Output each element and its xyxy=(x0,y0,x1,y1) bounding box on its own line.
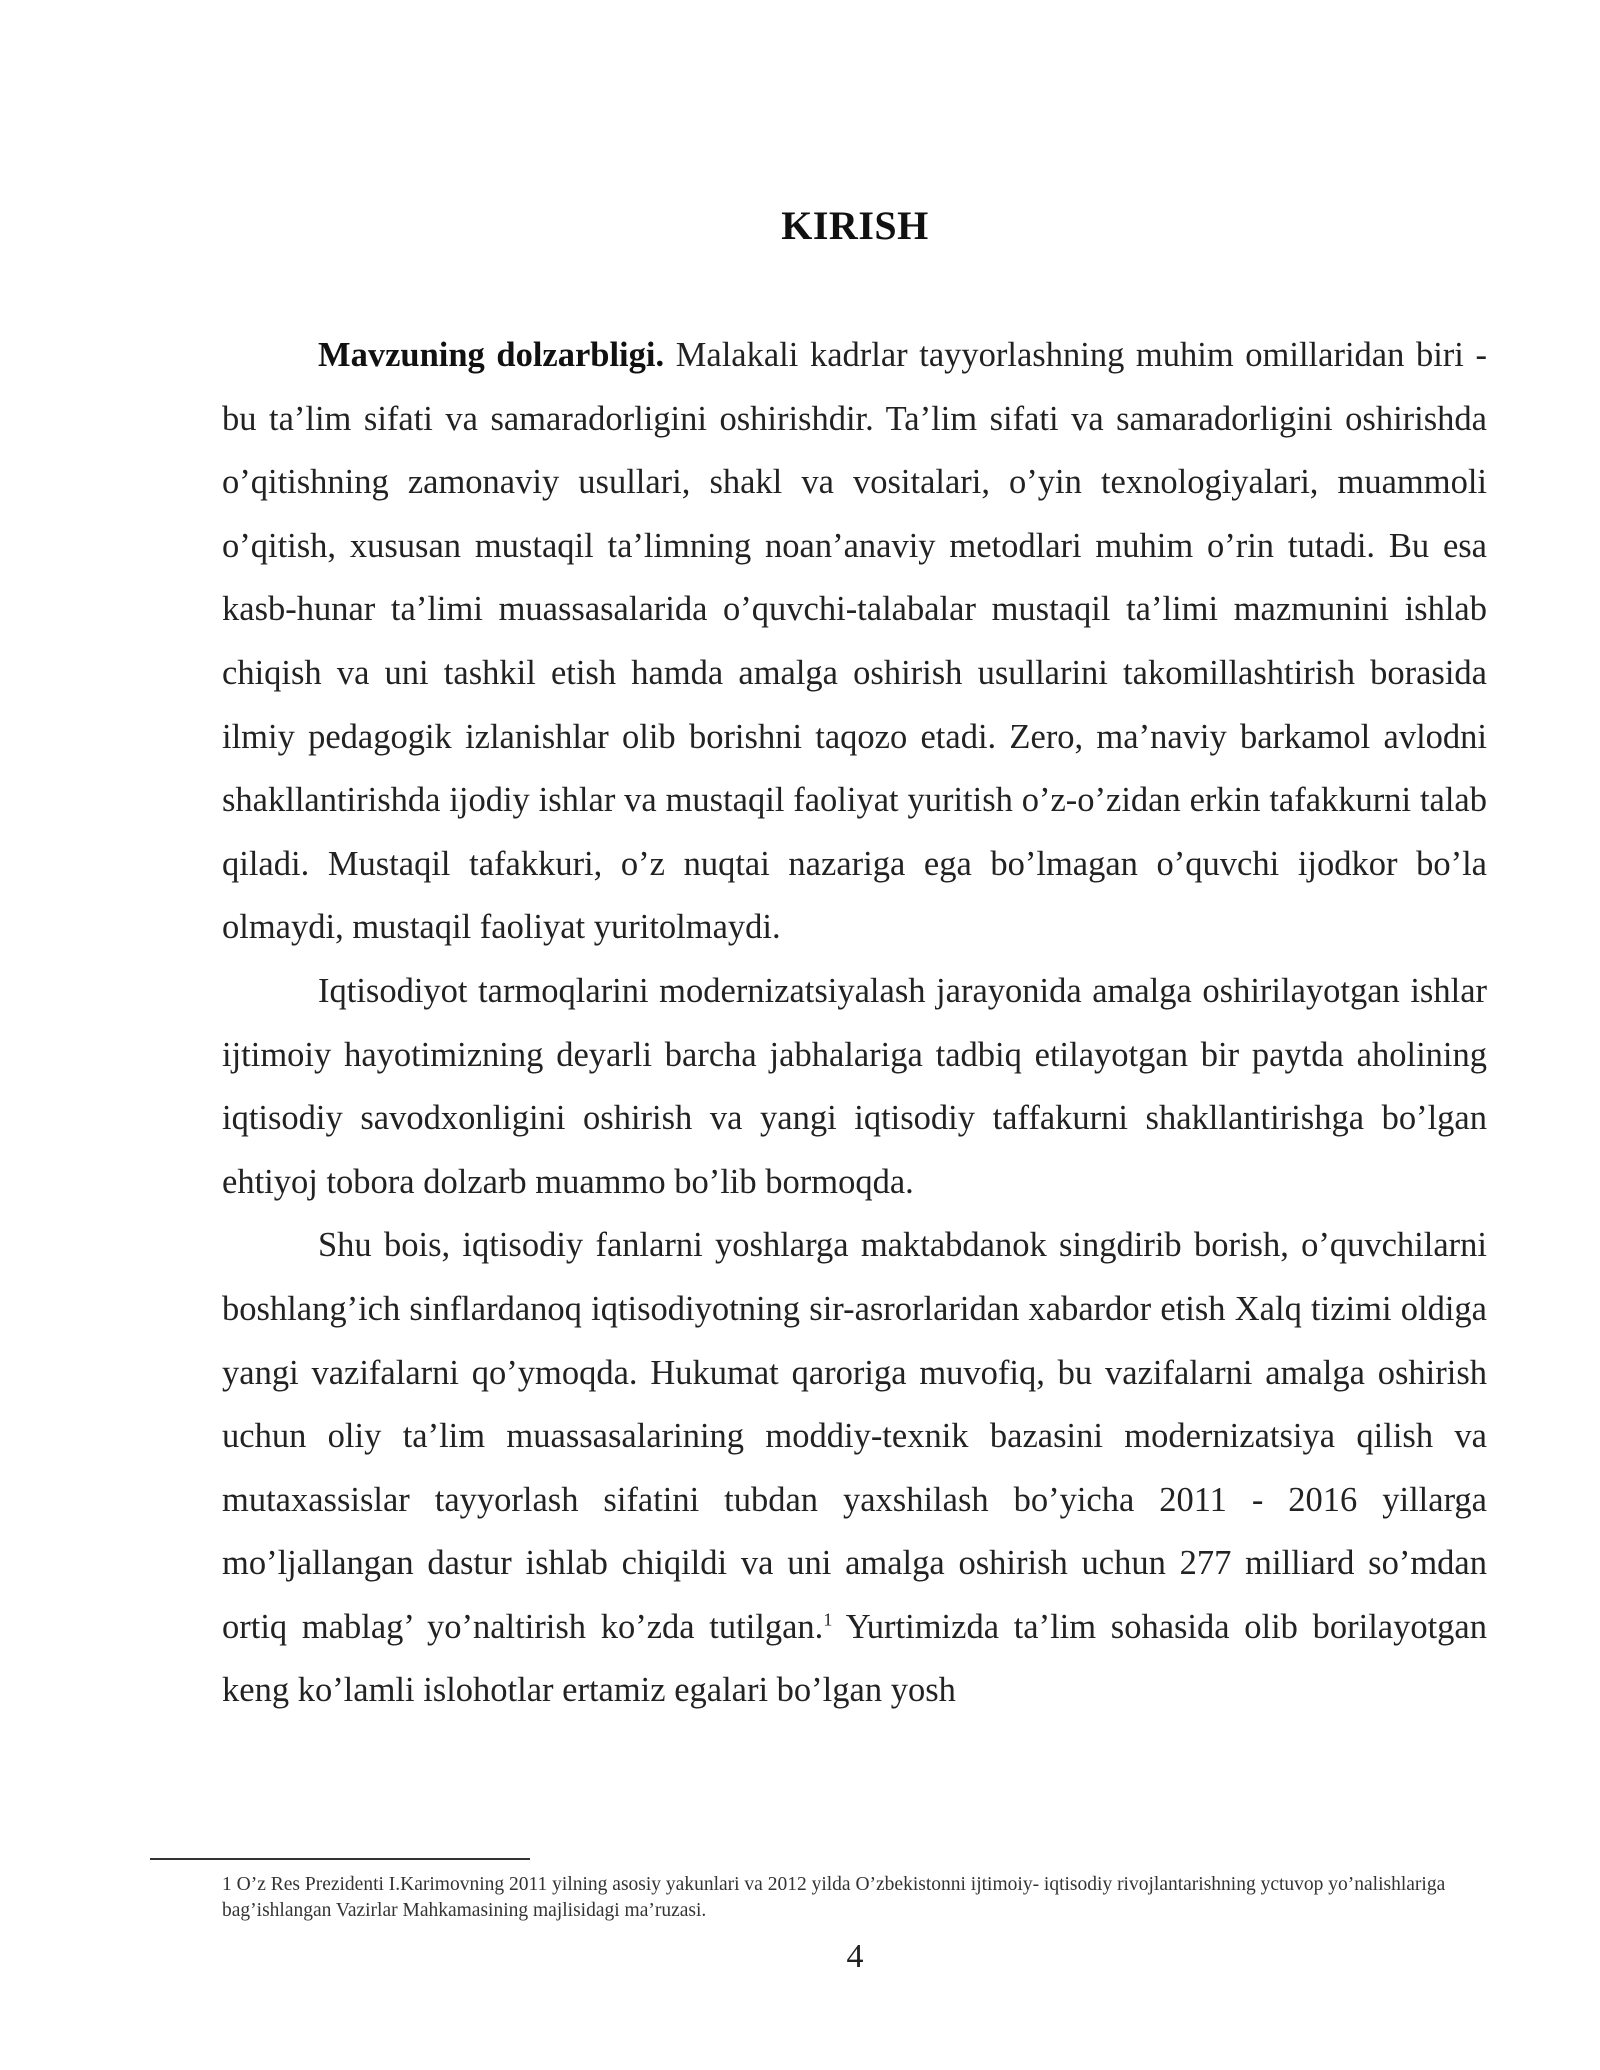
footnote-reference[interactable]: 1 xyxy=(823,1609,833,1630)
paragraph-relevance xyxy=(222,324,1487,960)
paragraph-lead-bold: Mavzuning dolzarbligi. xyxy=(318,336,665,374)
footnote-separator xyxy=(150,1858,530,1860)
paragraph-text: Iqtisodiyot tarmoqlarini modernizatsiyalash jarayonida amalga oshirilayotgan ishlar ijtimoiy hayotimizning deyarli barcha jabhalariga tadbiq etilayotgan bir paytda aholining iqtisodiy savodxonligini oshirish va yangi iqtisodiy taffakurni shakllantirishga bo’lgan ehtiyoj tobora dolzarb muammo bo’lib bormoqda. xyxy=(222,971,1487,1201)
paragraph-education xyxy=(222,1214,1487,1723)
paragraph-text: Shu bois, iqtisodiy fanlarni yoshlarga maktabdanok singdirib borish, o’quvchilarni boshlang’ich sinflardanoq iqtisodiyotning sir-asrorlaridan xabardor etish Xalq tizimi oldiga yangi vazifalarni qo’ymoqda. Hukumat qaroriga muvofiq, bu vazifalarni amalga oshirish uchun oliy ta’lim muassasalarining moddiy-texnik bazasini modernizatsiya qilish va mutaxassislar tayyorlash sifatini tubdan yaxshilash bo’yicha 2011 - 2016 yillarga mo’ljallangan dastur ishlab chiqildi va uni amalga oshirish uchun 277 milliard so’mdan ortiq mablag’ yo’naltirish ko’zda tutilgan. xyxy=(222,1226,1487,1646)
page-title: KIRISH xyxy=(781,203,929,248)
page-number: 4 xyxy=(846,1938,864,1975)
paragraph-text: Malakali kadrlar tayyorlashning muhim omillaridan biri - bu ta’lim sifati va samaradorligini oshirishdir. Ta’lim sifati va samaradorligini oshirishda o’qitishning zamonaviy usullari, shakl va vositalari, o’yin texnologiyalari, muammoli o’qitish, xususan mustaqil ta’limning noan’anaviy metodlari muhim o’rin tutadi. Bu esa kasb-hunar ta’limi muassasalarida o’quvchi-talabalar mustaqil ta’limi mazmunini ishlab chiqish va uni tashkil etish hamda amalga oshirish usullarini takomillashtirish borasida ilmiy pedagogik izlanishlar olib borishni taqozo etadi. Zero, ma’naviy barkamol avlodni shakllantirishda ijodiy ishlar va mustaqil faoliyat yuritish o’z-o’zidan erkin tafakkurni talab qiladi. Mustaqil tafakkuri, o’z nuqtai nazariga ega bo’lmagan o’quvchi ijodkor bo’la olmaydi, mustaqil faoliyat yuritolmaydi. xyxy=(222,336,1487,947)
paragraph-economy xyxy=(222,960,1487,1214)
footnote: 1 O’z Res Prezidenti I.Karimovning 2011 yilning asosiy yakunlari va 2012 yilda O’zbekistonni ijtimoiy- iqtisodiy rivojlantarishning yctuvop yo’nalishlariga bag’ishlangan Vazirlar Mahkamasining majlisidagi ma’ruzasi. xyxy=(222,1874,1446,1921)
body-text xyxy=(222,324,1487,1723)
paragraph-text-continued: Yurtimizda ta’lim sohasida olib borilayotgan keng ko’lamli islohotlar ertamiz egalari bo’lgan yosh xyxy=(222,1607,1487,1710)
